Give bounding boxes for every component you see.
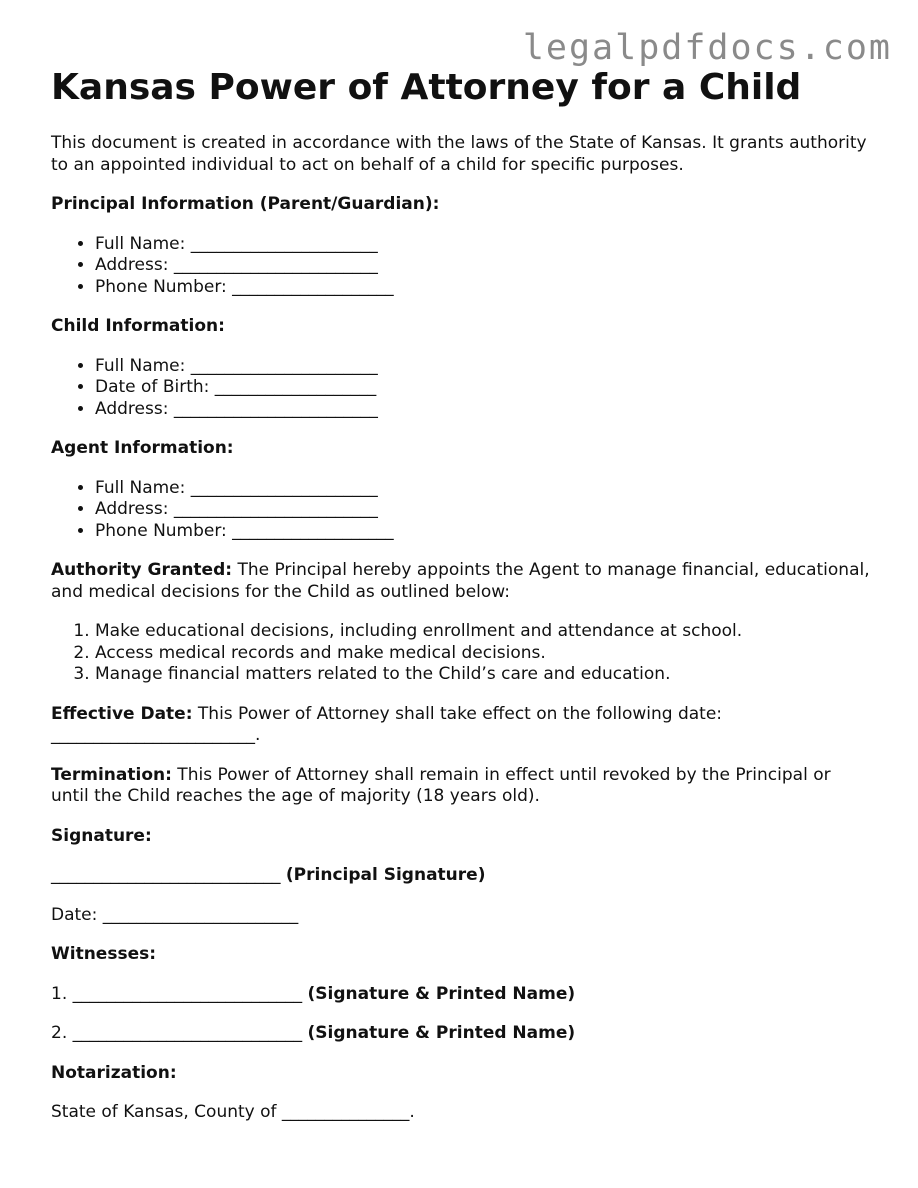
termination-paragraph <box>51 765 871 808</box>
authority-paragraph <box>51 560 871 603</box>
principal-phone: • Phone Number: ___________________ <box>95 277 871 299</box>
effective-date-text: This Power of Attorney shall take effect on the following date: ________________________. <box>51 703 723 745</box>
document-page <box>51 64 871 1124</box>
agent-phone: • Phone Number: ___________________ <box>95 521 871 543</box>
notarization-county-line: State of Kansas, County of _______________. <box>51 1102 415 1122</box>
witness-line-2 <box>51 1023 871 1045</box>
authority-list <box>51 621 871 686</box>
agent-address: • Address: ________________________ <box>95 499 871 521</box>
principal-address: • Address: ________________________ <box>95 255 871 277</box>
authority-label: Authority Granted: <box>51 560 233 580</box>
notarization-heading: Notarization: <box>51 1062 177 1083</box>
document-title: Kansas Power of Attorney for a Child <box>51 67 802 108</box>
authority-item-financial: 3. Manage financial matters related to the Child’s care and education. <box>95 664 871 686</box>
principal-list <box>51 234 871 299</box>
principal-heading: Principal Information (Parent/Guardian): <box>51 194 440 214</box>
authority-item-educational: 1. Make educational decisions, including enrollment and attendance at school. <box>95 621 871 643</box>
witness-2-blank: 2. ___________________________ <box>51 1023 308 1043</box>
child-list <box>51 356 871 421</box>
principal-signature-label: (Principal Signature) <box>285 865 486 885</box>
agent-full-name: • Full Name: ______________________ <box>95 478 871 500</box>
agent-list <box>51 478 871 543</box>
agent-heading: Agent Information: <box>51 438 234 458</box>
witness-1-blank: 1. ___________________________ <box>51 983 308 1004</box>
principal-signature-line <box>51 865 871 887</box>
effective-date-paragraph <box>51 704 871 747</box>
principal-full-name: • Full Name: ______________________ <box>95 234 871 256</box>
termination-label: Termination: <box>51 764 172 785</box>
authority-text: The Principal hereby appoints the Agent to manage financial, educational, and medical decisions for the Child as outlined below: <box>51 560 870 602</box>
child-date-of-birth: • Date of Birth: ___________________ <box>95 377 871 399</box>
witness-1-label: (Signature & Printed Name) <box>307 983 576 1004</box>
child-heading: Child Information: <box>51 316 225 336</box>
signature-blank: ___________________________ <box>51 865 286 885</box>
intro-paragraph: This document is created in accordance with the laws of the State of Kansas. It grants authority to an appointed individual to act on behalf of a child for specific purposes. <box>51 133 867 175</box>
witnesses-heading: Witnesses: <box>51 944 157 964</box>
signature-heading: Signature: <box>51 825 152 846</box>
witness-line-1 <box>51 984 871 1006</box>
authority-item-medical: 2. Access medical records and make medical decisions. <box>95 643 871 665</box>
termination-text: This Power of Attorney shall remain in effect until revoked by the Principal or until the Child reaches the age of majority (18 years old). <box>51 764 831 806</box>
child-full-name: • Full Name: ______________________ <box>95 356 871 378</box>
signature-date-line: Date: _______________________ <box>51 904 299 925</box>
watermark: legalpdfdocs.com <box>522 28 892 68</box>
child-address: • Address: ________________________ <box>95 399 871 421</box>
witness-2-label: (Signature & Printed Name) <box>307 1023 576 1043</box>
effective-date-label: Effective Date: <box>51 703 193 724</box>
